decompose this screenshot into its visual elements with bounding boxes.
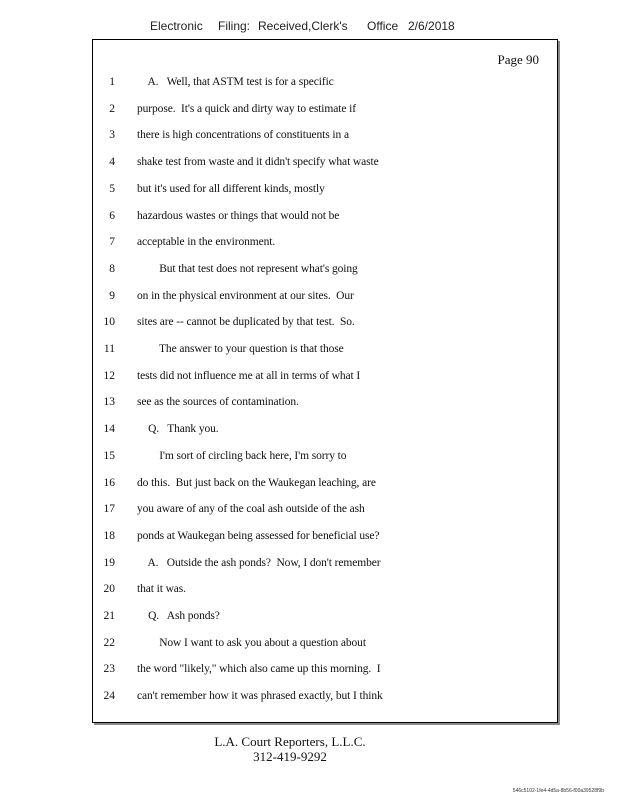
line-number: 19 bbox=[103, 556, 115, 569]
page-number: Page 90 bbox=[497, 52, 539, 67]
line-number: 8 bbox=[109, 262, 115, 275]
transcript-line-text: I'm sort of circling back here, I'm sorry to bbox=[137, 449, 347, 462]
transcript-line-text: but it's used for all different kinds, mostly bbox=[137, 182, 325, 195]
transcript-line-text: A. Well, that ASTM test is for a specific bbox=[137, 76, 334, 88]
line-number: 15 bbox=[103, 449, 115, 462]
line-number: 21 bbox=[103, 610, 115, 622]
document-id: 546c5102-1fe4-4d5a-8b56-f00a39528f9b bbox=[512, 788, 604, 794]
line-number: 1 bbox=[109, 76, 115, 88]
transcript-line-text: on in the physical environment at our sites. Our bbox=[137, 289, 354, 302]
line-number: 4 bbox=[109, 156, 115, 169]
line-number: 24 bbox=[103, 690, 115, 703]
filing-received: Received,Clerk's bbox=[258, 19, 348, 33]
line-number: 9 bbox=[109, 289, 115, 302]
filing-date: 2/6/2018 bbox=[408, 19, 455, 33]
transcript-line-text: But that test does not represent what's going bbox=[137, 262, 358, 275]
reporter-company: L.A. Court Reporters, L.L.C. bbox=[214, 734, 366, 749]
filing-stamp-header bbox=[150, 19, 550, 37]
line-number: 14 bbox=[103, 423, 115, 436]
transcript-line-text: Q. Ash ponds? bbox=[137, 610, 220, 622]
transcript-line-text: do this. But just back on the Waukegan leaching, are bbox=[137, 476, 376, 489]
filing-office: Office bbox=[367, 19, 399, 33]
filing-filing: Filing: bbox=[218, 19, 251, 33]
line-number: 2 bbox=[109, 102, 115, 115]
transcript-line-text: there is high concentrations of constituents in a bbox=[137, 129, 349, 142]
line-number: 23 bbox=[103, 663, 115, 676]
transcript-line-text: you aware of any of the coal ash outside of the ash bbox=[137, 503, 365, 516]
line-number: 13 bbox=[103, 396, 115, 409]
line-number: 22 bbox=[103, 636, 115, 649]
transcript-line-text: hazardous wastes or things that would not be bbox=[137, 209, 340, 222]
transcript-line-text: shake test from waste and it didn't specify what waste bbox=[137, 156, 379, 169]
line-number: 18 bbox=[103, 529, 115, 542]
line-number: 10 bbox=[103, 316, 115, 329]
line-number: 11 bbox=[103, 343, 115, 355]
transcript-line-text: tests did not influence me at all in terms of what I bbox=[137, 369, 361, 382]
transcript-line-text: purpose. It's a quick and dirty way to estimate if bbox=[137, 102, 356, 115]
reporter-phone: 312-419-9292 bbox=[253, 749, 327, 764]
line-number: 12 bbox=[103, 369, 115, 382]
transcript-line-text: sites are -- cannot be duplicated by that test. So. bbox=[137, 316, 355, 329]
line-number: 5 bbox=[109, 182, 115, 195]
transcript-line-text: Now I want to ask you about a question about bbox=[137, 636, 366, 649]
line-number: 17 bbox=[103, 503, 115, 516]
transcript-line-text: ponds at Waukegan being assessed for beneficial use? bbox=[137, 529, 380, 542]
line-number: 16 bbox=[103, 476, 115, 489]
line-number: 6 bbox=[109, 209, 115, 222]
transcript-line-text: Q. Thank you. bbox=[137, 423, 219, 436]
line-number: 3 bbox=[109, 129, 115, 142]
transcript-line-text: that it was. bbox=[137, 583, 186, 596]
line-number: 7 bbox=[109, 236, 115, 249]
line-number: 20 bbox=[103, 583, 115, 596]
transcript-line-text: acceptable in the environment. bbox=[137, 236, 276, 249]
transcript-line-text: can't remember how it was phrased exactly, but I think bbox=[137, 690, 383, 703]
transcript-line-text: see as the sources of contamination. bbox=[137, 396, 299, 409]
transcript-line-text: the word "likely," which also came up this morning. I bbox=[137, 663, 381, 676]
transcript-line-text: The answer to your question is that those bbox=[137, 343, 344, 355]
transcript-page bbox=[92, 39, 558, 723]
transcript-line-text: A. Outside the ash ponds? Now, I don't remember bbox=[137, 556, 381, 569]
filing-electronic: Electronic bbox=[150, 19, 203, 33]
